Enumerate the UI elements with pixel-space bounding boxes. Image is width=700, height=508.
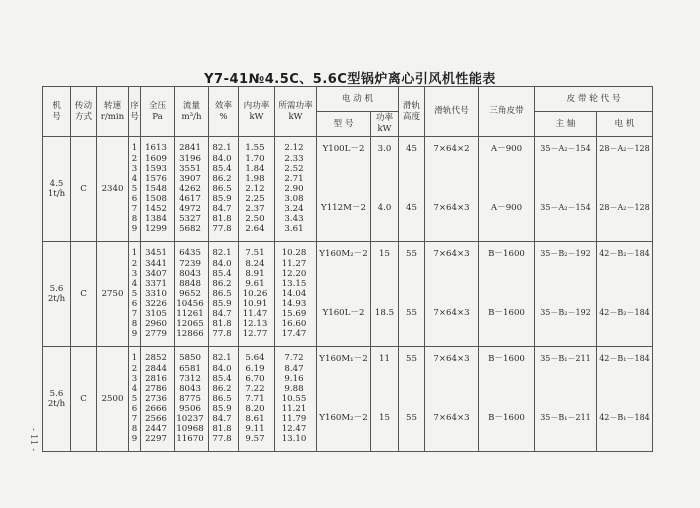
header-slide-rail-code: 滑轨代号: [425, 87, 479, 137]
header-drive-mode: 传动 方式: [71, 87, 97, 137]
spindle-pulley-value: 35－B₂－192: [540, 249, 591, 258]
v-belt-value: B－1600: [488, 249, 525, 259]
slide-rail-code-cell: [425, 137, 479, 242]
motor-pulley-value: 28－A₂－128: [599, 203, 650, 212]
required-power-cell: 7.72 8.47 9.16 9.88 10.55 11.21 11.79 12.47 13.10: [275, 347, 317, 452]
header-speed: 转速 r/min: [97, 87, 129, 137]
motor-power-cell: [371, 347, 399, 452]
slide-rail-code-cell: [425, 347, 479, 452]
motor-model-value: Y160M₂－2: [319, 413, 368, 423]
v-belt-cell: [479, 137, 535, 242]
v-belt-value: B－1600: [488, 413, 525, 423]
drive-mode-cell: C: [71, 137, 97, 242]
header-v-belt: 三角皮带: [479, 87, 535, 137]
v-belt-cell: [479, 242, 535, 347]
table-row: [43, 137, 653, 242]
motor-model-value: Y100L－2: [322, 144, 365, 154]
seq-cell: 1 2 3 4 5 6 7 8 9: [129, 347, 141, 452]
spindle-pulley-value: 35－A₂－154: [540, 144, 591, 153]
spindle-pulley-value: 35－B₁－211: [540, 413, 591, 422]
page-title: Y7-41№4.5C、5.6C型锅炉离心引风机性能表: [204, 72, 496, 87]
efficiency-cell: 82.1 84.0 85.4 86.2 86.5 85.9 84.7 81.8 77.8: [209, 242, 239, 347]
flow-cell: 5850 6581 7312 8043 8775 9506 10237 10968 11670: [175, 347, 209, 452]
motor-pulley-cell: [597, 242, 653, 347]
drive-mode-cell: C: [71, 347, 97, 452]
spindle-pulley-value: 35－B₂－192: [540, 308, 591, 317]
motor-pulley-value: 42－B₁－184: [599, 354, 650, 363]
slide-rail-code-value: 7×64×3: [433, 249, 470, 259]
motor-model-cell: [317, 137, 371, 242]
motor-power-cell: [371, 242, 399, 347]
spindle-pulley-cell: [535, 347, 597, 452]
machine-no-cell: 5.6 2t/h: [43, 242, 71, 347]
performance-table: [42, 86, 653, 452]
table-row: [43, 347, 653, 452]
motor-power-value: 4.0: [377, 203, 392, 213]
header-machine-no: 机 号: [43, 87, 71, 137]
seq-cell: 1 2 3 4 5 6 7 8 9: [129, 137, 141, 242]
header-motor-pulley: 电 机: [597, 112, 653, 137]
slide-rail-code-value: 7×64×3: [433, 354, 470, 364]
header-motor-model: 型 号: [317, 112, 371, 137]
motor-pulley-value: 42－B₁－184: [599, 413, 650, 422]
v-belt-value: A－900: [490, 144, 523, 154]
efficiency-cell: 82.1 84.0 85.4 86.2 86.5 85.9 84.7 81.8 77.8: [209, 347, 239, 452]
seq-cell: 1 2 3 4 5 6 7 8 9: [129, 242, 141, 347]
v-belt-value: B－1600: [488, 354, 525, 364]
motor-model-value: Y112M－2: [321, 203, 366, 213]
slide-rail-code-value: 7×64×3: [433, 308, 470, 318]
slide-rail-code-value: 7×64×2: [433, 144, 470, 154]
header-seq: 序 号: [129, 87, 141, 137]
spindle-pulley-cell: [535, 137, 597, 242]
motor-pulley-cell: [597, 137, 653, 242]
flow-cell: 6435 7239 8043 8848 9652 10456 11261 12065 12866: [175, 242, 209, 347]
motor-model-value: Y160M₁－2: [319, 354, 368, 364]
slide-rail-value: 45: [406, 144, 417, 154]
header-efficiency: 效率 %: [209, 87, 239, 137]
slide-rail-value: 55: [406, 413, 417, 423]
motor-power-value: 15: [379, 413, 390, 423]
header-motor-group: 电 动 机: [317, 87, 399, 112]
pressure-cell: 3451 3441 3407 3371 3310 3226 3105 2960 2779: [141, 242, 175, 347]
header-pulley-group: 皮 带 轮 代 号: [535, 87, 653, 112]
header-motor-power: 功率 kW: [371, 112, 399, 137]
efficiency-cell: 82.1 84.0 85.4 86.2 86.5 85.9 84.7 81.8 77.8: [209, 137, 239, 242]
motor-model-cell: [317, 347, 371, 452]
spindle-pulley-value: 35－A₂－154: [540, 203, 591, 212]
v-belt-value: B－1600: [488, 308, 525, 318]
slide-rail-value: 55: [406, 354, 417, 364]
speed-cell: 2750: [97, 242, 129, 347]
motor-model-value: Y160M₂－2: [319, 249, 368, 259]
required-power-cell: 10.28 11.27 12.20 13.15 14.04 14.93 15.69 16.60 17.47: [275, 242, 317, 347]
motor-power-value: 11: [379, 354, 390, 364]
machine-no-cell: 4.5 1t/h: [43, 137, 71, 242]
drive-mode-cell: C: [71, 242, 97, 347]
spindle-pulley-value: 35－B₁－211: [540, 354, 591, 363]
slide-rail-code-value: 7×64×3: [433, 203, 470, 213]
motor-pulley-cell: [597, 347, 653, 452]
header-spindle: 主 轴: [535, 112, 597, 137]
slide-rail-code-value: 7×64×3: [433, 413, 470, 423]
motor-power-value: 18.5: [374, 308, 395, 318]
speed-cell: 2500: [97, 347, 129, 452]
slide-rail-cell: [399, 137, 425, 242]
flow-cell: 2841 3196 3551 3907 4262 4617 4972 5327 5682: [175, 137, 209, 242]
v-belt-value: A－900: [490, 203, 523, 213]
motor-power-cell: [371, 137, 399, 242]
motor-pulley-value: 42－B₂－184: [599, 308, 650, 317]
internal-power-cell: 1.55 1.70 1.84 1.98 2.12 2.25 2.37 2.50 2.64: [239, 137, 275, 242]
slide-rail-code-cell: [425, 242, 479, 347]
motor-model-cell: [317, 242, 371, 347]
internal-power-cell: 5.64 6.19 6.70 7.22 7.71 8.20 8.61 9.11 9.57: [239, 347, 275, 452]
motor-model-value: Y160L－2: [322, 308, 365, 318]
slide-rail-cell: [399, 242, 425, 347]
internal-power-cell: 7.51 8.24 8.91 9.61 10.26 10.91 11.47 12.13 12.77: [239, 242, 275, 347]
header-internal-power: 内功率 kW: [239, 87, 275, 137]
header-required-power: 所需功率 kW: [275, 87, 317, 137]
spindle-pulley-cell: [535, 242, 597, 347]
pressure-cell: 2852 2844 2816 2786 2736 2666 2566 2447 2297: [141, 347, 175, 452]
motor-power-value: 15: [379, 249, 390, 259]
machine-no-cell: 5.6 2t/h: [43, 347, 71, 452]
slide-rail-value: 55: [406, 249, 417, 259]
motor-pulley-value: 42－B₂－184: [599, 249, 650, 258]
slide-rail-cell: [399, 347, 425, 452]
table-row: [43, 242, 653, 347]
slide-rail-value: 55: [406, 308, 417, 318]
motor-pulley-value: 28－A₂－128: [599, 144, 650, 153]
header-slide-rail: 滑轨 高度: [399, 87, 425, 137]
required-power-cell: 2.12 2.33 2.52 2.71 2.90 3.08 3.24 3.43 3.61: [275, 137, 317, 242]
speed-cell: 2340: [97, 137, 129, 242]
page-number: - 11 -: [28, 428, 38, 452]
header-total-pressure: 全压 Pa: [141, 87, 175, 137]
motor-power-value: 3.0: [377, 144, 392, 154]
slide-rail-value: 45: [406, 203, 417, 213]
header-flow: 流量 m³/h: [175, 87, 209, 137]
v-belt-cell: [479, 347, 535, 452]
pressure-cell: 1613 1609 1593 1576 1548 1508 1452 1384 1299: [141, 137, 175, 242]
